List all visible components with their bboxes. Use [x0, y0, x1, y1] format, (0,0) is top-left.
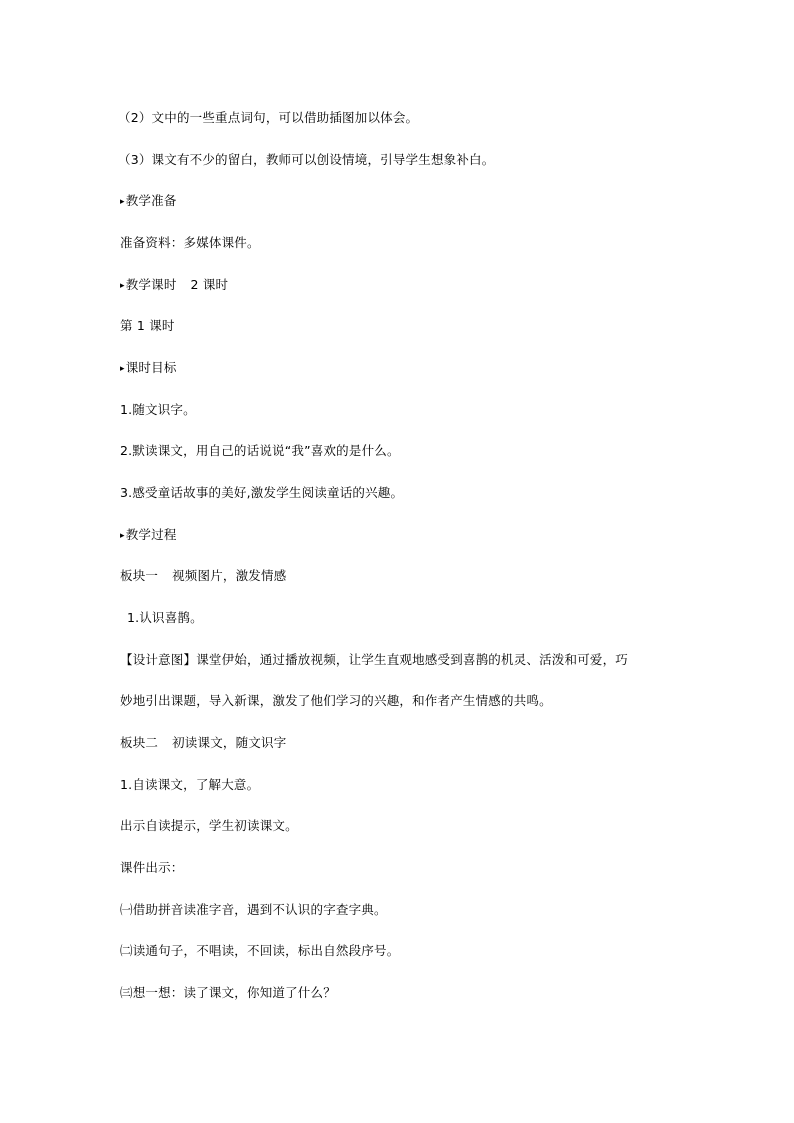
text-line: 3.感受童话故事的美好,激发学生阅读童话的兴趣。 [120, 485, 404, 500]
triangle-bullet-icon: ▸ [120, 531, 125, 541]
section-heading [120, 277, 228, 294]
block-title: 板块二 初读课文，随文识字 [120, 735, 287, 750]
text-line: 2.默读课文，用自己的话说说“我”喜欢的是什么。 [120, 443, 400, 458]
text-line: 【设计意图】课堂伊始，通过播放视频，让学生直观地感受到喜鹊的机灵、活泼和可爱，巧 [120, 652, 629, 667]
text-line: （3）课文有不少的留白，教师可以创设情境，引导学生想象补白。 [118, 152, 495, 167]
heading-text: 2 课时 [190, 277, 229, 292]
text-line: 出示自读提示，学生初读课文。 [120, 818, 298, 833]
list-item: ㈡读通句子，不唱读，不回读，标出自然段序号。 [120, 943, 400, 958]
text-line: 1.随文识字。 [120, 402, 196, 417]
heading-text: 教学过程 [125, 527, 177, 542]
triangle-bullet-icon: ▸ [120, 364, 125, 374]
heading-text: 教学课时 [125, 277, 177, 292]
text-line: 妙地引出课题，导入新课，激发了他们学习的兴趣，和作者产生情感的共鸣。 [120, 693, 552, 708]
heading-text: 课时目标 [125, 360, 177, 375]
section-heading [120, 360, 177, 377]
text-line: 第 1 课时 [120, 318, 175, 333]
triangle-bullet-icon: ▸ [120, 197, 125, 207]
text-line: 准备资料：多媒体课件。 [120, 235, 260, 250]
text-line: 1.自读课文，了解大意。 [120, 777, 260, 792]
heading-text: 教学准备 [125, 193, 177, 208]
section-heading [120, 193, 177, 210]
triangle-bullet-icon: ▸ [120, 281, 125, 291]
block-title: 板块一 视频图片，激发情感 [120, 568, 287, 583]
section-heading [120, 527, 177, 544]
text-line: 课件出示： [120, 860, 184, 875]
text-line: 1.认识喜鹊。 [127, 610, 203, 625]
list-item: ㈢想一想：读了课文，你知道了什么？ [120, 985, 336, 1000]
list-item: ㈠借助拼音读准字音，遇到不认识的字查字典。 [120, 902, 387, 917]
text-line: （2）文中的一些重点词句，可以借助插图加以体会。 [118, 110, 419, 125]
